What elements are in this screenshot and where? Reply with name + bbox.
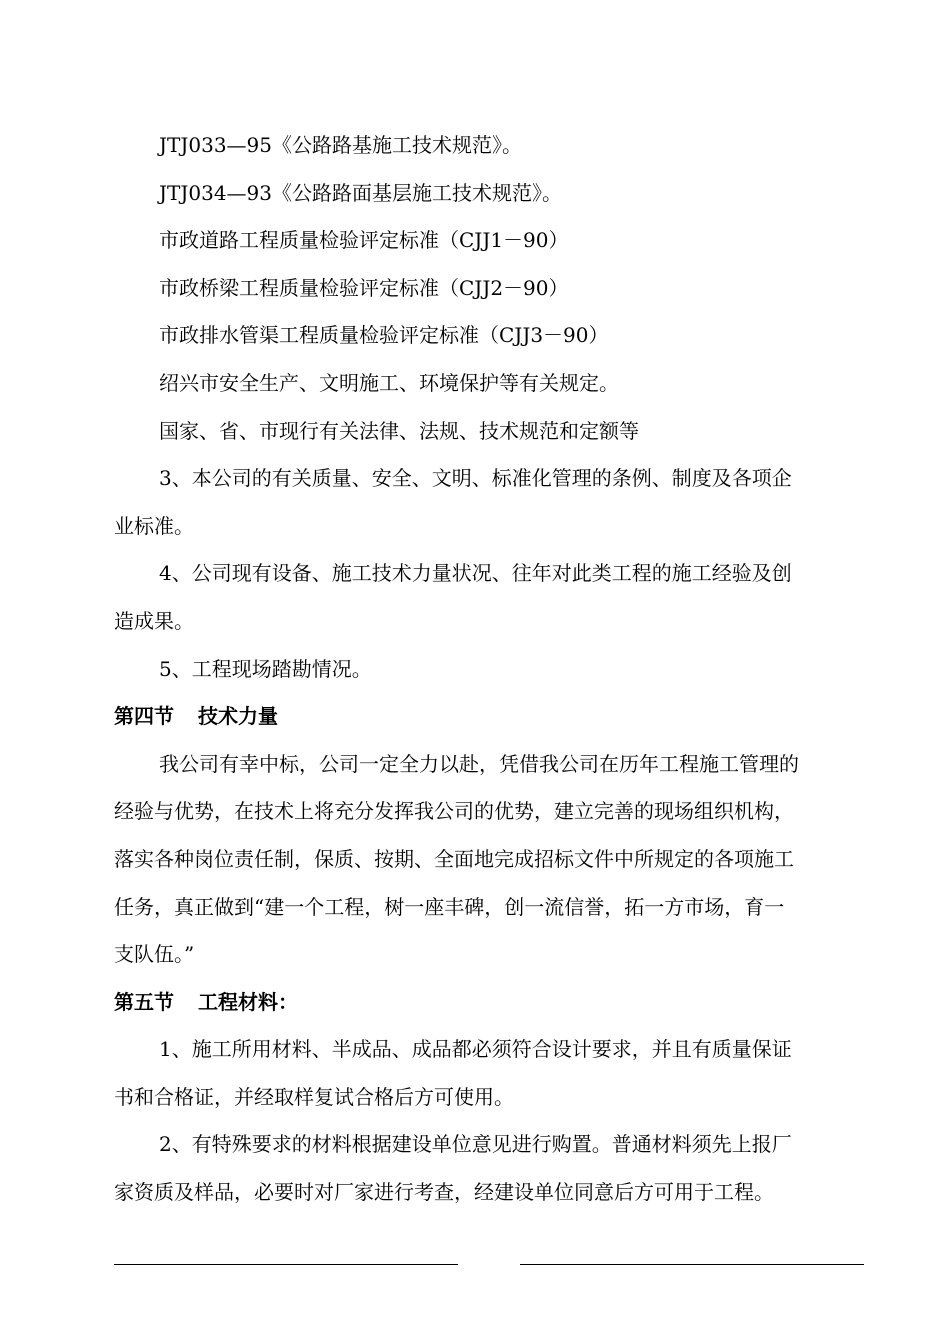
section-5-heading — [114, 979, 864, 1027]
footer-rule-left — [114, 1264, 458, 1265]
basis-item-4-line-2: 造成果。 — [114, 608, 194, 633]
standard-item: 市政道路工程质量检验评定标准（CJJ1－90） — [159, 228, 569, 253]
section-5-title: 工程材料： — [198, 989, 298, 1014]
section-4-paragraph-line: 我公司有幸中标，公司一定全力以赴，凭借我公司在历年工程施工管理的 — [159, 751, 799, 776]
section-5-item-2-line-2: 家资质及样品，必要时对厂家进行考查，经建设单位同意后方可用于工程。 — [114, 1180, 774, 1205]
basis-item-3-line-1: 3、本公司的有关质量、安全、文明、标准化管理的条例、制度及各项企 — [159, 466, 792, 491]
section-4-number: 第四节 — [114, 704, 174, 729]
document-body — [114, 122, 864, 1217]
section-4-heading — [114, 693, 864, 741]
section-4-paragraph-line: 落实各种岗位责任制，保质、按期、全面地完成招标文件中所规定的各项施工 — [114, 846, 794, 871]
section-5-number: 第五节 — [114, 989, 174, 1014]
standard-item: JTJ034—93《公路路面基层施工技术规范》。 — [159, 180, 562, 205]
section-4-paragraph-line: 任务，真正做到“建一个工程，树一座丰碑，创一流信誉，拓一方市场，育一 — [114, 894, 785, 919]
standard-item: 绍兴市安全生产、文明施工、环境保护等有关规定。 — [159, 370, 619, 395]
standard-item: JTJ033—95《公路路基施工技术规范》。 — [159, 133, 522, 157]
section-4-paragraph-line: 经验与优势，在技术上将充分发挥我公司的优势，建立完善的现场组织机构， — [114, 799, 794, 824]
standard-item: 市政排水管渠工程质量检验评定标准（CJJ3－90） — [159, 323, 609, 348]
section-5-item-2-line-1: 2、有特殊要求的材料根据建设单位意见进行购置。普通材料须先上报厂 — [159, 1132, 792, 1157]
standard-item: 市政桥梁工程质量检验评定标准（CJJ2－90） — [159, 275, 569, 300]
section-5-item-1-line-1: 1、施工所用材料、半成品、成品都必须符合设计要求，并且有质量保证 — [159, 1037, 792, 1062]
footer-rule-right — [520, 1264, 864, 1265]
section-4-paragraph-line: 支队伍。” — [114, 942, 195, 967]
section-5-item-1-line-2: 书和合格证，并经取样复试合格后方可使用。 — [114, 1084, 514, 1109]
basis-item-5: 5、工程现场踏勘情况。 — [159, 656, 372, 681]
basis-item-4-line-1: 4、公司现有设备、施工技术力量状况、往年对此类工程的施工经验及创 — [159, 561, 792, 586]
standard-item: 国家、省、市现行有关法律、法规、技术规范和定额等 — [159, 418, 639, 443]
section-4-title: 技术力量 — [198, 704, 278, 729]
basis-item-3-line-2: 业标准。 — [114, 513, 194, 538]
